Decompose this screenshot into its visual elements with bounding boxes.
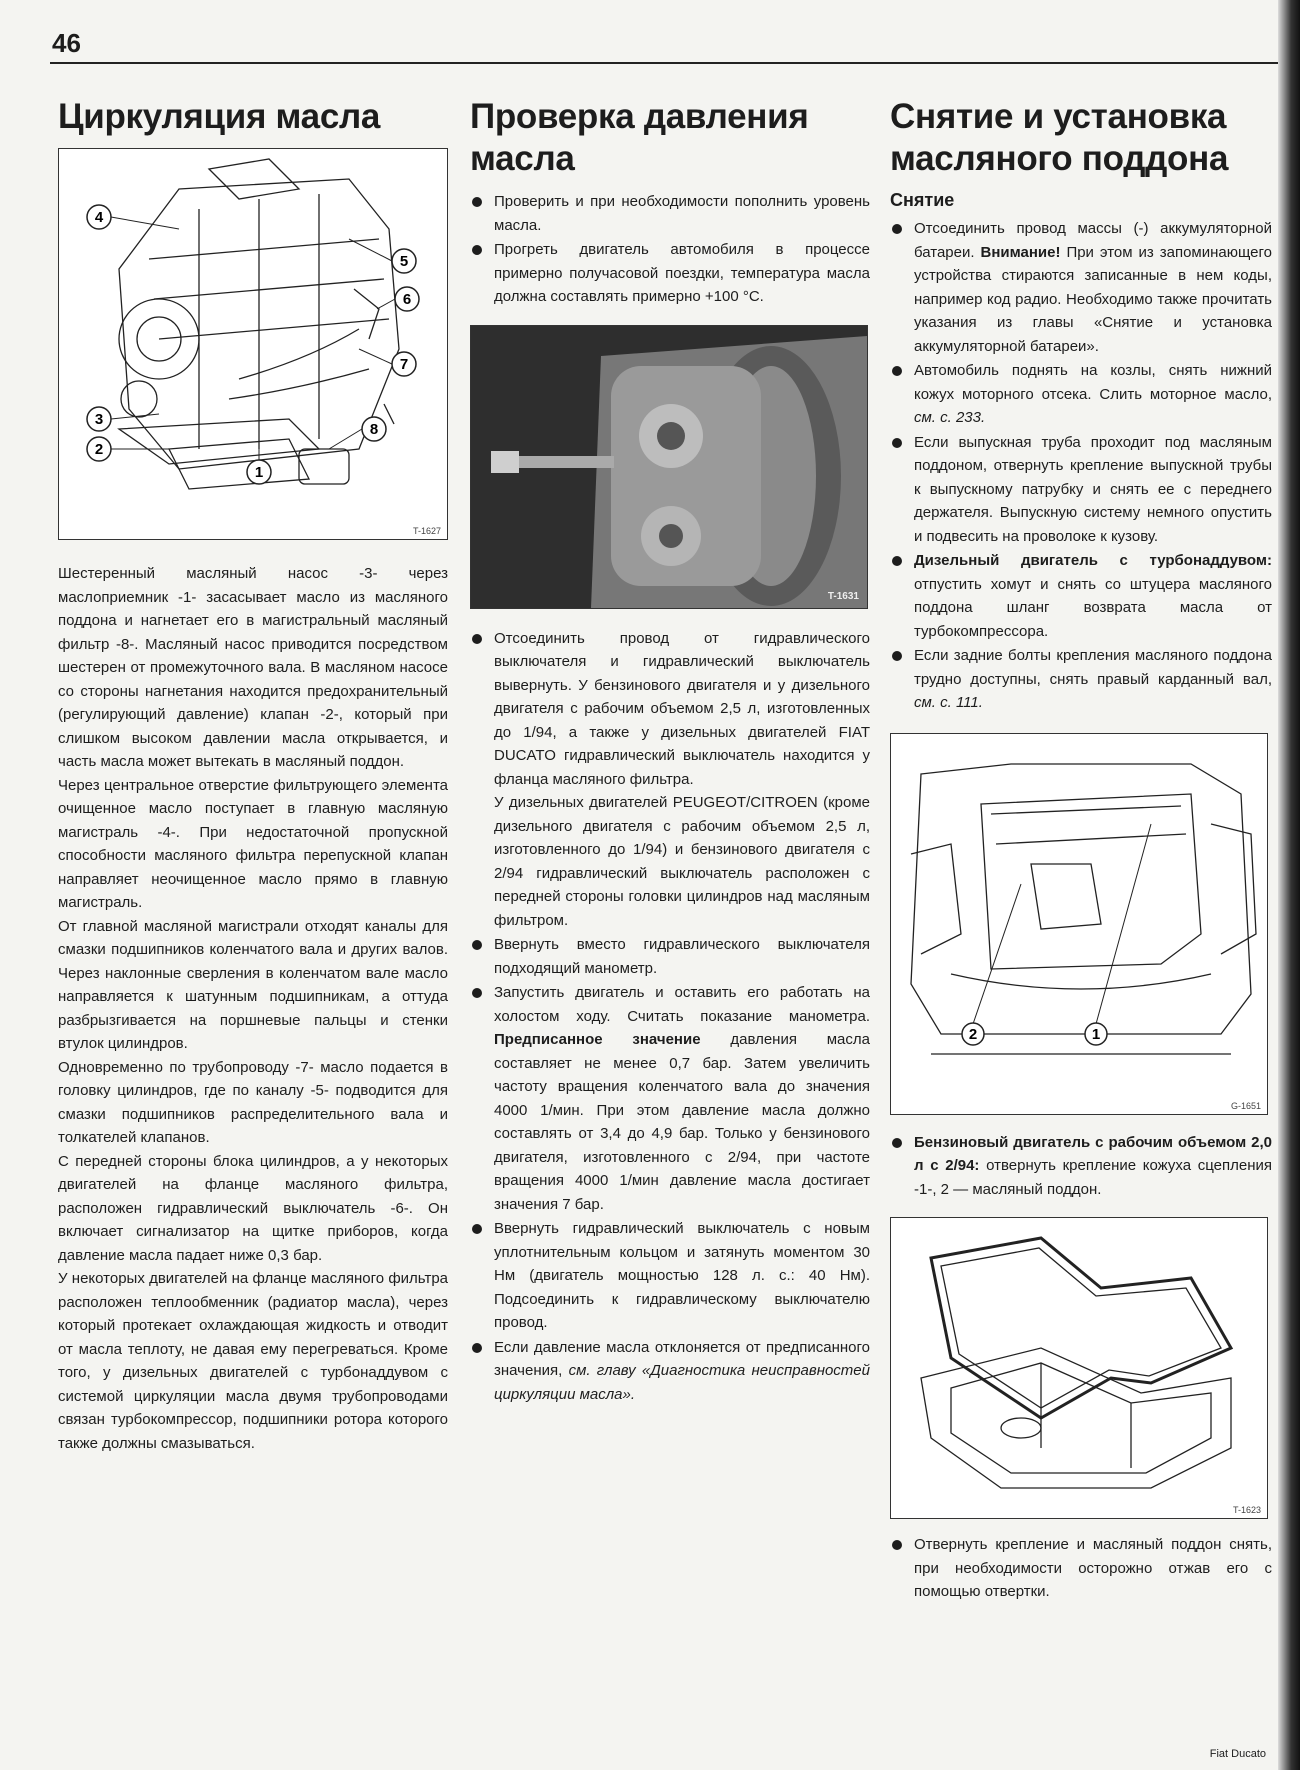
callout-8: 8 — [369, 421, 379, 438]
footer-model: Fiat Ducato — [1209, 1748, 1266, 1760]
section-title-oil-circulation: Циркуляция масла — [58, 97, 381, 136]
callout-2: 2 — [94, 441, 104, 458]
photo-drawing — [471, 326, 867, 608]
list-item: Запустить двигатель и оставить его работать на холостом ходу. Считать показание манометра. Предписанное значение давления масла составляет не менее 0,7 бар. Затем увеличить частоту вращения коленчатого вала до значения 4000 1/мин. При этом давление масла должно составлять от 3,4 до 4,9 бар. Только у бензинового двигателя, изготовленного с 2/94, при частоте вращения 4000 1/мин давление масла достигает значения 7 бар. — [470, 981, 870, 1216]
engine-drawing — [59, 149, 447, 539]
list-item: Автомобиль поднять на козлы, снять нижний кожух моторного отсека. Слить моторное масло, см. с. 233. — [890, 359, 1272, 430]
bullet-list-removal — [890, 217, 1272, 715]
paragraph: Через центральное отверстие фильтрующего элемента очищенное масло поступает в главную масляную магистраль -4-. При недостаточной пропускной способности масляного фильтра перепускной клапан направляет неочищенное масло прямо в главную магистраль. — [58, 776, 448, 911]
paragraph: Шестеренный масляный насос -3- через маслоприемник -1- засасывает масло из масляного поддона и нагнетает его в магистральный масляный фильтр -8-. Масляный насос приводится посредством шестерен от промежуточного вала. В масляном насосе со стороны нагнетания находится предохранительный (регулирующий давление) клапан -2-, который при слишком высоком давлении масла открывается, и часть масла может вытекать в масляный поддон. — [58, 565, 448, 770]
list-item: Если давление масла отклоняется от предписанного значения, см. главу «Диагностика неисправностей циркуляции масла». — [470, 1336, 870, 1407]
bullet-icon — [472, 1224, 482, 1234]
list-item: Ввернуть гидравлический выключатель с новым уплотнительным кольцом и затянуть моментом 30 Нм (двигатель мощностью 128 л. с.: 40 Нм). Подсоединить к гидравлическому выключателю провод. — [470, 1217, 870, 1335]
oil-pan-installed-diagram — [890, 733, 1268, 1115]
pressure-switch-photo — [470, 325, 868, 609]
list-item: Ввернуть вместо гидравлического выключателя подходящий манометр. — [470, 933, 870, 980]
bullet-list-petrol — [890, 1131, 1272, 1202]
list-item: Бензиновый двигатель с рабочим объемом 2,0 л с 2/94: отвернуть крепление кожуха сцепления -1-, 2 — масляный поддон. — [890, 1131, 1272, 1202]
paragraph: У некоторых двигателей на фланце масляного фильтра расположен теплообменник (радиатор масла), через который протекает охлаждающая жидкость и отводит от масла теплоту, не давая ему перегреваться. Кроме того, у дизельных двигателей с турбонаддувом с системой циркуляции масла двумя трубопроводами связан турбокомпрессор, подшипники ротора которого также должны смазываться. — [58, 1270, 448, 1452]
figure-code: T-1627 — [412, 526, 441, 536]
bullet-icon — [472, 634, 482, 644]
column-oil-pressure-check — [470, 96, 870, 1407]
engine-lubrication-diagram — [58, 148, 448, 540]
bullet-list-top — [470, 190, 870, 309]
bullet-icon — [892, 438, 902, 448]
bullet-icon — [892, 366, 902, 376]
oil-pan-drawing — [891, 734, 1267, 1114]
bullet-list-procedure — [470, 627, 870, 1407]
callout-5: 5 — [399, 253, 409, 270]
section-title-oil-pan: Снятие и установка масляного поддона — [890, 97, 1229, 178]
bullet-icon — [472, 197, 482, 207]
bullet-list-final — [890, 1533, 1272, 1604]
bullet-icon — [472, 1343, 482, 1353]
bullet-icon — [892, 1540, 902, 1550]
column-oil-circulation — [58, 96, 448, 1455]
section-title-oil-pressure: Проверка давления масла — [470, 97, 809, 178]
list-item: Проверить и при необходимости пополнить уровень масла. — [470, 190, 870, 237]
oil-pan-exploded-diagram — [890, 1217, 1268, 1519]
callout-4: 4 — [94, 209, 104, 226]
photo-code: T-1631 — [827, 590, 859, 602]
subsection-title-removal: Снятие — [890, 190, 955, 210]
list-item: Прогреть двигатель автомобиля в процессе примерно получасовой поездки, температура масла должна составлять примерно +100 °С. — [470, 238, 870, 309]
figure-code: G-1651 — [1230, 1100, 1261, 1111]
list-item: Дизельный двигатель с турбонаддувом: отпустить хомут и снять со штуцера масляного поддона шланг возврата масла от турбокомпрессора. — [890, 549, 1272, 643]
callout-6: 6 — [402, 291, 412, 308]
bullet-icon — [892, 1138, 902, 1148]
column-oil-pan-removal — [890, 96, 1272, 1605]
list-item: Если выпускная труба проходит под масляным поддоном, отвернуть крепление выпускной трубы к выпускному патрубку и снять ее с переднего держателя. Выпускную систему немного опустить и подвесить на проволоке к кузову. — [890, 431, 1272, 549]
header-rule — [50, 62, 1278, 64]
bullet-icon — [472, 988, 482, 998]
list-item: Отсоединить провод массы (-) аккумуляторной батареи. Внимание! При этом из запоминающего устройства стираются записанные в нем коды, например код радио. Необходимо также прочитать указания из главы «Снятие и установка аккумуляторной батареи». — [890, 217, 1272, 358]
paragraph: От главной масляной магистрали отходят каналы для смазки подшипников коленчатого вала и других валов. Через наклонные сверления в коленчатом вале масло направляется к шатунным подшипникам, а оттуда разбрызгивается на поршневые пальцы и стенки втулок цилиндров. — [58, 917, 448, 1052]
callout-7: 7 — [399, 356, 409, 373]
bullet-icon — [892, 224, 902, 234]
bullet-icon — [892, 556, 902, 566]
list-item: Отвернуть крепление и масляный поддон снять, при необходимости осторожно отжав его с помощью отвертки. — [890, 1533, 1272, 1604]
bullet-icon — [892, 651, 902, 661]
figure-code: T-1623 — [1232, 1505, 1261, 1515]
callout-1: 1 — [254, 464, 264, 481]
paragraph: Одновременно по трубопроводу -7- масло подается в головку цилиндров, где по каналу -5- подводится для смазки подшипников распределительного вала и толкателей клапанов. — [58, 1058, 448, 1146]
bullet-icon — [472, 245, 482, 255]
callout-3: 3 — [94, 411, 104, 428]
callout-1: 1 — [1091, 1025, 1101, 1043]
list-item: Отсоединить провод от гидравлического выключателя и гидравлический выключатель вывернуть. У бензинового двигателя и у дизельного двигателя с рабочим объемом 2,5 л, изготовленных до 1/94, а также у дизельных двигателей FIAT DUCATO гидравлический выключатель находится у фланца масляного фильтра. У дизельных двигателей PEUGEOT/CITROEN (кроме дизельного двигателя с рабочим объемом 2,5 л, изготовленного до 1/94) и бензинового двигателя с 2/94 гидравлический выключатель расположен с передней стороны головки цилиндров над масляным фильтром. — [470, 627, 870, 933]
bullet-icon — [472, 940, 482, 950]
list-item: Если задние болты крепления масляного поддона трудно доступны, снять правый карданный вал, см. с. 111. — [890, 644, 1272, 715]
oil-pan-gasket-drawing — [891, 1218, 1267, 1518]
paragraph: С передней стороны блока цилиндров, а у некоторых двигателей на фланце масляного фильтра, расположен гидравлический выключатель -6-. Он включает сигнализатор на щитке приборов, когда давление масла падает ниже 0,3 бар. — [58, 1152, 448, 1264]
page-number: 46 — [52, 28, 81, 58]
callout-2: 2 — [968, 1025, 978, 1043]
book-spine-shadow — [1278, 0, 1300, 1770]
